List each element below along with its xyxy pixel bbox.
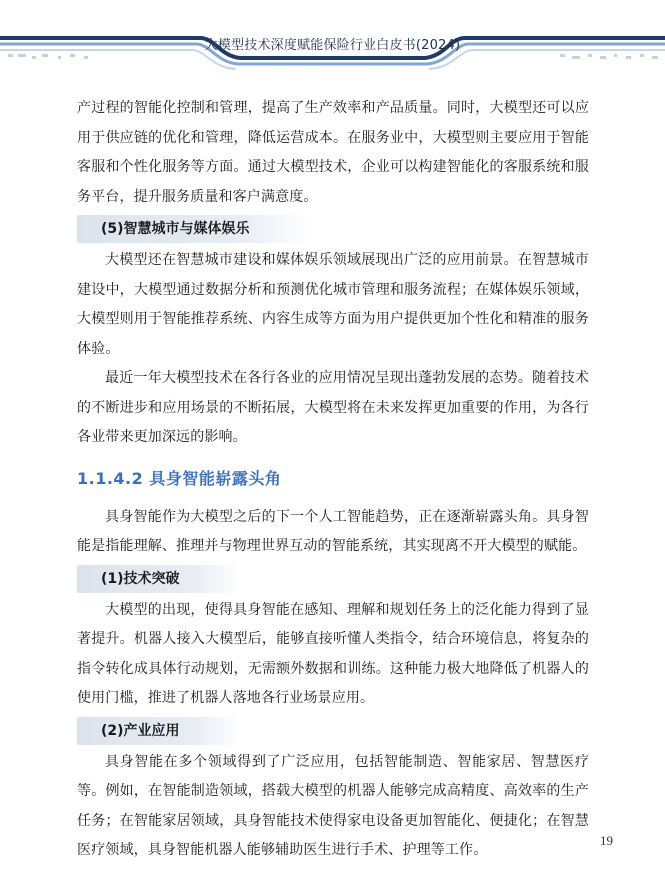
section-heading: 1.1.4.2 具身智能崭露头角	[77, 468, 282, 488]
paragraph: 具身智能作为大模型之后的下一个人工智能趋势，正在逐渐崭露头角。具身智能是指能理解、推理并与物理世界互动的智能系统，其实现离不开大模型的赋能。	[77, 508, 589, 554]
sub-heading-industry-application: (2)产业应用	[77, 717, 240, 745]
page-number: 19	[600, 833, 613, 848]
page-header	[0, 0, 665, 70]
paragraph: 最近一年大模型技术在各行各业的应用情况呈现出蓬勃发展的态势。随着技术的不断进步和应用场景的不断拓展，大模型将在未来发挥更加重要的作用，为各行各业带来更加深远的影响。	[77, 370, 589, 445]
main-content	[77, 94, 589, 866]
sub-heading-tech-breakthrough: (1)技术突破	[77, 565, 240, 593]
sub-heading-smart-city: (5)智慧城市与媒体娱乐	[77, 215, 310, 243]
header-title: 大模型技术深度赋能保险行业白皮书(2024)	[204, 38, 461, 53]
paragraph: 大模型还在智慧城市建设和媒体娱乐领域展现出广泛的应用前景。在智慧城市建设中，大模型通过数据分析和预测优化城市管理和服务流程；在媒体娱乐领域，大模型则用于智能推荐系统、内容生成等方面为用户提供更加个性化和精准的服务体验。	[77, 252, 589, 357]
paragraph: 具身智能在多个领域得到了广泛应用，包括智能制造、智能家居、智慧医疗等。例如，在智能制造领域，搭载大模型的机器人能够完成高精度、高效率的生产任务；在智能家居领域，具身智能技术使得家电设备更加智能化、便捷化；在智慧医疗领域，具身智能机器人能够辅助医生进行手术、护理等工作。	[77, 753, 589, 858]
paragraph: 产过程的智能化控制和管理，提高了生产效率和产品质量。同时，大模型还可以应用于供应链的优化和管理，降低运营成本。在服务业中，大模型则主要应用于智能客服和个性化服务等方面。通过大模型技术，企业可以构建智能化的客服系统和服务平台，提升服务质量和客户满意度。	[77, 100, 589, 205]
paragraph: 大模型的出现，使得具身智能在感知、理解和规划任务上的泛化能力得到了显著提升。机器人接入大模型后，能够直接听懂人类指令，结合环境信息，将复杂的指令转化成具体行动规划，无需额外数据和训练。这种能力极大地降低了机器人的使用门槛，推进了机器人落地各行业场景应用。	[77, 601, 589, 706]
